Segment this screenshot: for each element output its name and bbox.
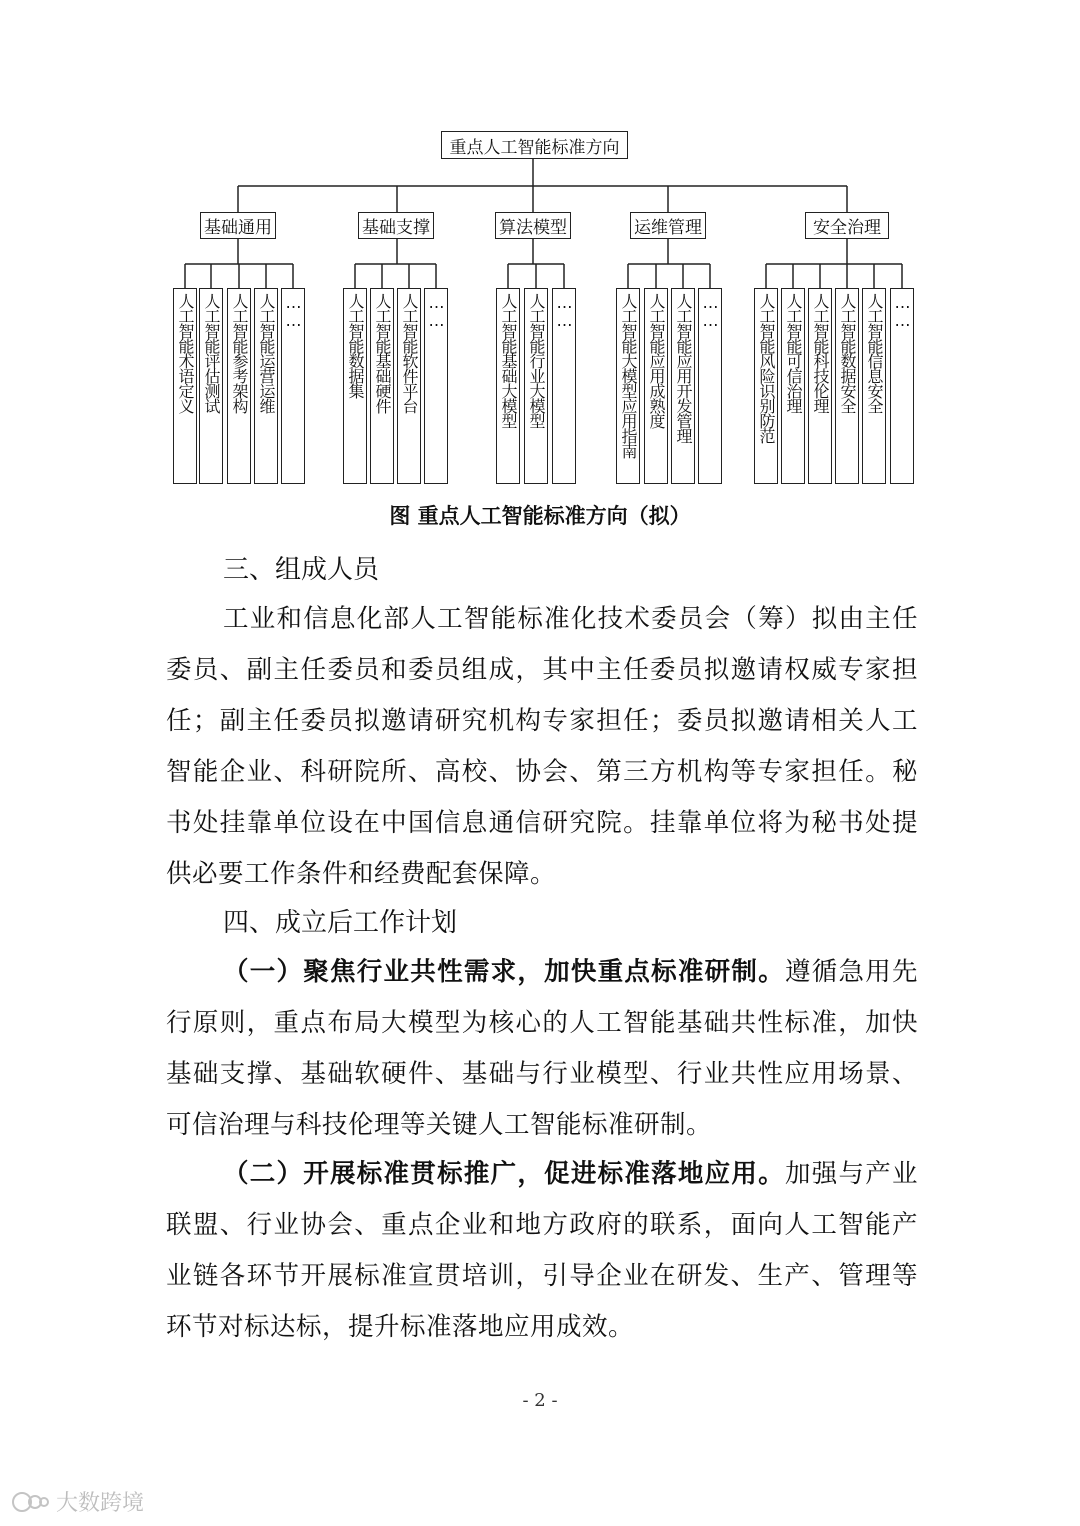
watermark-text: 大数跨境 (56, 1491, 145, 1516)
leaf-box: 人工智能数据安全 (835, 288, 859, 484)
group-ops-management: 运维管理 (630, 212, 706, 239)
leaf-box: 人工智能应用开发管理 (671, 288, 695, 484)
group-basic-support: 基础支撑 (358, 212, 434, 239)
paragraph-body: 遵循急用先行原则，重点布局大模型为核心的人工智能基础共性标准，加快基础支撑、基础软硬件、基础与行业模型、行业共性应用场景、可信治理与科技伦理等关键人工智能标准研制。 (166, 957, 918, 1140)
group-basic-general: 基础通用 (200, 212, 276, 239)
leaf-box: 人工智能大模型应用指南 (616, 288, 640, 484)
leaf-box: …… (890, 288, 914, 484)
page-number: - 2 - (522, 1390, 558, 1411)
group-algorithm-model: 算法模型 (495, 212, 571, 239)
paragraph: 工业和信息化部人工智能标准化技术委员会（筹）拟由主任委员、副主任委员和委员组成，其中主任委员拟邀请权威专家担任；副主任委员拟邀请研究机构专家担任；委员拟邀请相关人工智能企业、科研院所、高校、协会、第三方机构等专家担任。秘书处挂靠单位设在中国信息通信研究院。挂靠单位将为秘书处提供必要工作条件和经费配套保障。 (166, 604, 918, 889)
leaf-box: 人工智能风险识别防范 (754, 288, 778, 484)
paragraph (166, 947, 918, 1151)
paragraph (166, 1149, 918, 1353)
diagram-root: 重点人工智能标准方向 (441, 131, 628, 159)
section-heading: 四、成立后工作计划 (223, 908, 458, 938)
leaf-box: 人工智能软件平台 (397, 288, 421, 484)
leaf-box: …… (281, 288, 305, 484)
leaf-box: 人工智能应用成熟度 (644, 288, 668, 484)
watermark-logo-icon (10, 1489, 50, 1515)
section-heading: 三、组成人员 (223, 555, 380, 585)
paragraph-body: 加强与产业联盟、行业协会、重点企业和地方政府的联系，面向人工智能产业链各环节开展标准宣贯培训，引导企业在研发、生产、管理等环节对标达标，提升标准落地应用成效。 (166, 1159, 918, 1342)
leaf-box: 人工智能评估测试 (199, 288, 223, 484)
leaf-box: …… (552, 288, 576, 484)
paragraph-lead: （一）聚焦行业共性需求，加快重点标准研制。 (223, 957, 785, 987)
leaf-box: 人工智能运营运维 (254, 288, 278, 484)
leaf-box: 人工智能基础大模型 (496, 288, 520, 484)
leaf-box: 人工智能术语定义 (173, 288, 197, 484)
leaf-box: 人工智能数据集 (343, 288, 367, 484)
leaf-box: …… (698, 288, 722, 484)
leaf-box: 人工智能参考架构 (227, 288, 251, 484)
leaf-box: …… (424, 288, 448, 484)
leaf-box: 人工智能基础硬件 (370, 288, 394, 484)
leaf-box: 人工智能科技伦理 (808, 288, 832, 484)
group-safety-governance: 安全治理 (805, 212, 889, 239)
figure-caption: 图 重点人工智能标准方向（拟） (389, 504, 691, 528)
watermark (10, 1486, 144, 1517)
paragraph-lead: （二）开展标准贯标推广，促进标准落地应用。 (223, 1159, 785, 1189)
leaf-box: 人工智能可信治理 (781, 288, 805, 484)
leaf-box: 人工智能行业大模型 (524, 288, 548, 484)
leaf-box: 人工智能信息安全 (862, 288, 886, 484)
